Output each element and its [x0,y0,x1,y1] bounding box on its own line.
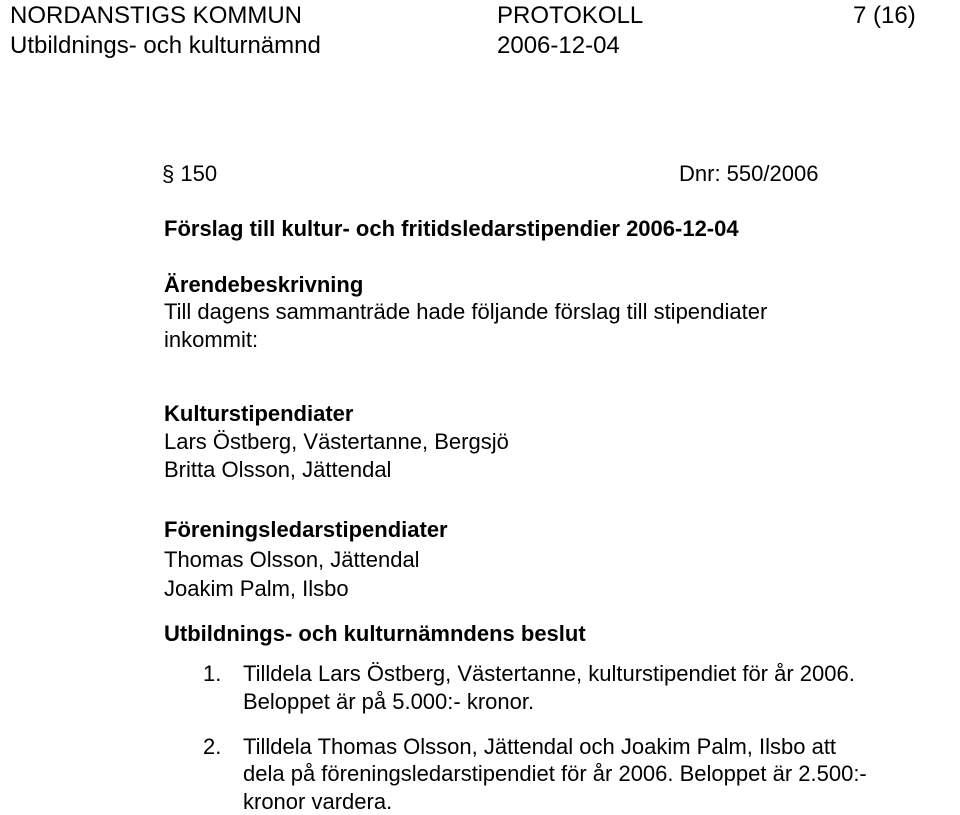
forening-name-1: Thomas Olsson, Jättendal [164,547,420,572]
beslut-item-1-line-1: Tilldela Lars Östberg, Västertanne, kulturstipendiet för år 2006. [243,661,855,686]
beslut-item-2-line-1: Tilldela Thomas Olsson, Jättendal och Joakim Palm, Ilsbo att [243,734,837,759]
beslut-item-2-line-2: dela på föreningsledarstipendiet för år 2006. Beloppet är 2.500:- [243,761,867,786]
arende-heading: Ärendebeskrivning [164,272,364,297]
header-org: NORDANSTIGS KOMMUN [10,2,303,29]
beslut-item-2-line-3: kronor vardera. [243,789,393,814]
header-date: 2006-12-04 [497,32,620,59]
beslut-item-1-line-2: Beloppet är på 5.000:- kronor. [243,689,535,714]
forening-heading: Föreningsledarstipendiater [164,517,448,542]
beslut-heading: Utbildnings- och kulturnämndens beslut [164,621,586,646]
header-committee: Utbildnings- och kulturnämnd [10,32,321,59]
kultur-name-2: Britta Olsson, Jättendal [164,457,392,482]
arende-text-line-1: Till dagens sammanträde hade följande förslag till stipendiater [164,299,768,324]
paragraph-number-value: 150 [180,161,218,186]
section-symbol: § [162,161,175,186]
header-page-number: 7 (16) [853,2,916,29]
beslut-item-2-number: 2. [203,734,222,759]
forening-name-2: Joakim Palm, Ilsbo [164,576,349,601]
arende-text-line-2: inkommit: [164,327,259,352]
header-doc-type: PROTOKOLL [497,2,644,29]
diary-number: Dnr: 550/2006 [679,161,819,186]
kultur-name-1: Lars Östberg, Västertanne, Bergsjö [164,429,509,454]
kultur-heading: Kulturstipendiater [164,401,354,426]
document-title: Förslag till kultur- och fritidsledarstipendier 2006-12-04 [164,216,739,241]
beslut-item-1-number: 1. [203,661,222,686]
paragraph-number [162,160,217,187]
